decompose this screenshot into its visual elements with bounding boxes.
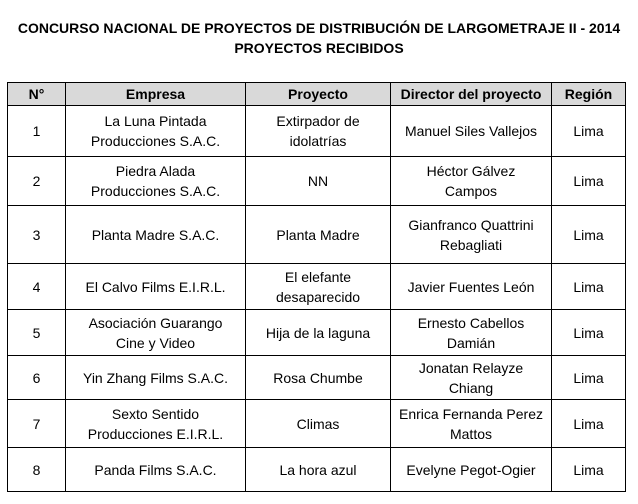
- projects-table: [7, 82, 626, 492]
- cell-number: 6: [8, 356, 66, 400]
- header-region: Región: [552, 83, 626, 106]
- cell-director: Ernesto Cabellos Damián: [391, 310, 552, 356]
- cell-empresa: Piedra Alada Producciones S.A.C.: [66, 157, 246, 206]
- table-row: [8, 400, 626, 448]
- cell-empresa: Planta Madre S.A.C.: [66, 206, 246, 264]
- table-row: [8, 310, 626, 356]
- cell-region: Lima: [552, 157, 626, 206]
- cell-region: Lima: [552, 400, 626, 448]
- cell-region: Lima: [552, 310, 626, 356]
- cell-proyecto: Hija de la laguna: [246, 310, 391, 356]
- header-empresa: Empresa: [66, 83, 246, 106]
- cell-director: Gianfranco Quattrini Rebagliati: [391, 206, 552, 264]
- cell-region: Lima: [552, 356, 626, 400]
- table-row: [8, 106, 626, 157]
- cell-region: Lima: [552, 264, 626, 310]
- title-line-2: PROYECTOS RECIBIDOS: [234, 40, 404, 56]
- cell-region: Lima: [552, 448, 626, 492]
- cell-number: 8: [8, 448, 66, 492]
- header-number: N°: [8, 83, 66, 106]
- cell-director: Jonatan Relayze Chiang: [391, 356, 552, 400]
- cell-region: Lima: [552, 106, 626, 157]
- cell-empresa: El Calvo Films E.I.R.L.: [66, 264, 246, 310]
- table-row: [8, 264, 626, 310]
- cell-number: 7: [8, 400, 66, 448]
- document-title: [0, 18, 638, 58]
- header-director: Director del proyecto: [391, 83, 552, 106]
- table-row: [8, 448, 626, 492]
- cell-number: 4: [8, 264, 66, 310]
- cell-proyecto: El elefante desaparecido: [246, 264, 391, 310]
- cell-empresa: La Luna Pintada Producciones S.A.C.: [66, 106, 246, 157]
- cell-proyecto: Extirpador de idolatrías: [246, 106, 391, 157]
- title-line-1: CONCURSO NACIONAL DE PROYECTOS DE DISTRIBUCIÓN DE LARGOMETRAJE II - 2014: [17, 20, 621, 36]
- cell-region: Lima: [552, 206, 626, 264]
- table-row: [8, 356, 626, 400]
- header-proyecto: Proyecto: [246, 83, 391, 106]
- cell-empresa: Asociación Guarango Cine y Video: [66, 310, 246, 356]
- cell-director: Héctor Gálvez Campos: [391, 157, 552, 206]
- cell-proyecto: Climas: [246, 400, 391, 448]
- cell-number: 2: [8, 157, 66, 206]
- cell-director: Javier Fuentes León: [391, 264, 552, 310]
- cell-number: 3: [8, 206, 66, 264]
- cell-proyecto: Planta Madre: [246, 206, 391, 264]
- table-row: [8, 157, 626, 206]
- cell-empresa: Sexto Sentido Producciones E.I.R.L.: [66, 400, 246, 448]
- cell-empresa: Yin Zhang Films S.A.C.: [66, 356, 246, 400]
- cell-director: Enrica Fernanda Perez Mattos: [391, 400, 552, 448]
- cell-proyecto: La hora azul: [246, 448, 391, 492]
- cell-director: Evelyne Pegot-Ogier: [391, 448, 552, 492]
- table-header-row: [8, 83, 626, 106]
- cell-number: 5: [8, 310, 66, 356]
- cell-director: Manuel Siles Vallejos: [391, 106, 552, 157]
- cell-proyecto: Rosa Chumbe: [246, 356, 391, 400]
- table-row: [8, 206, 626, 264]
- cell-empresa: Panda Films S.A.C.: [66, 448, 246, 492]
- cell-number: 1: [8, 106, 66, 157]
- cell-proyecto: NN: [246, 157, 391, 206]
